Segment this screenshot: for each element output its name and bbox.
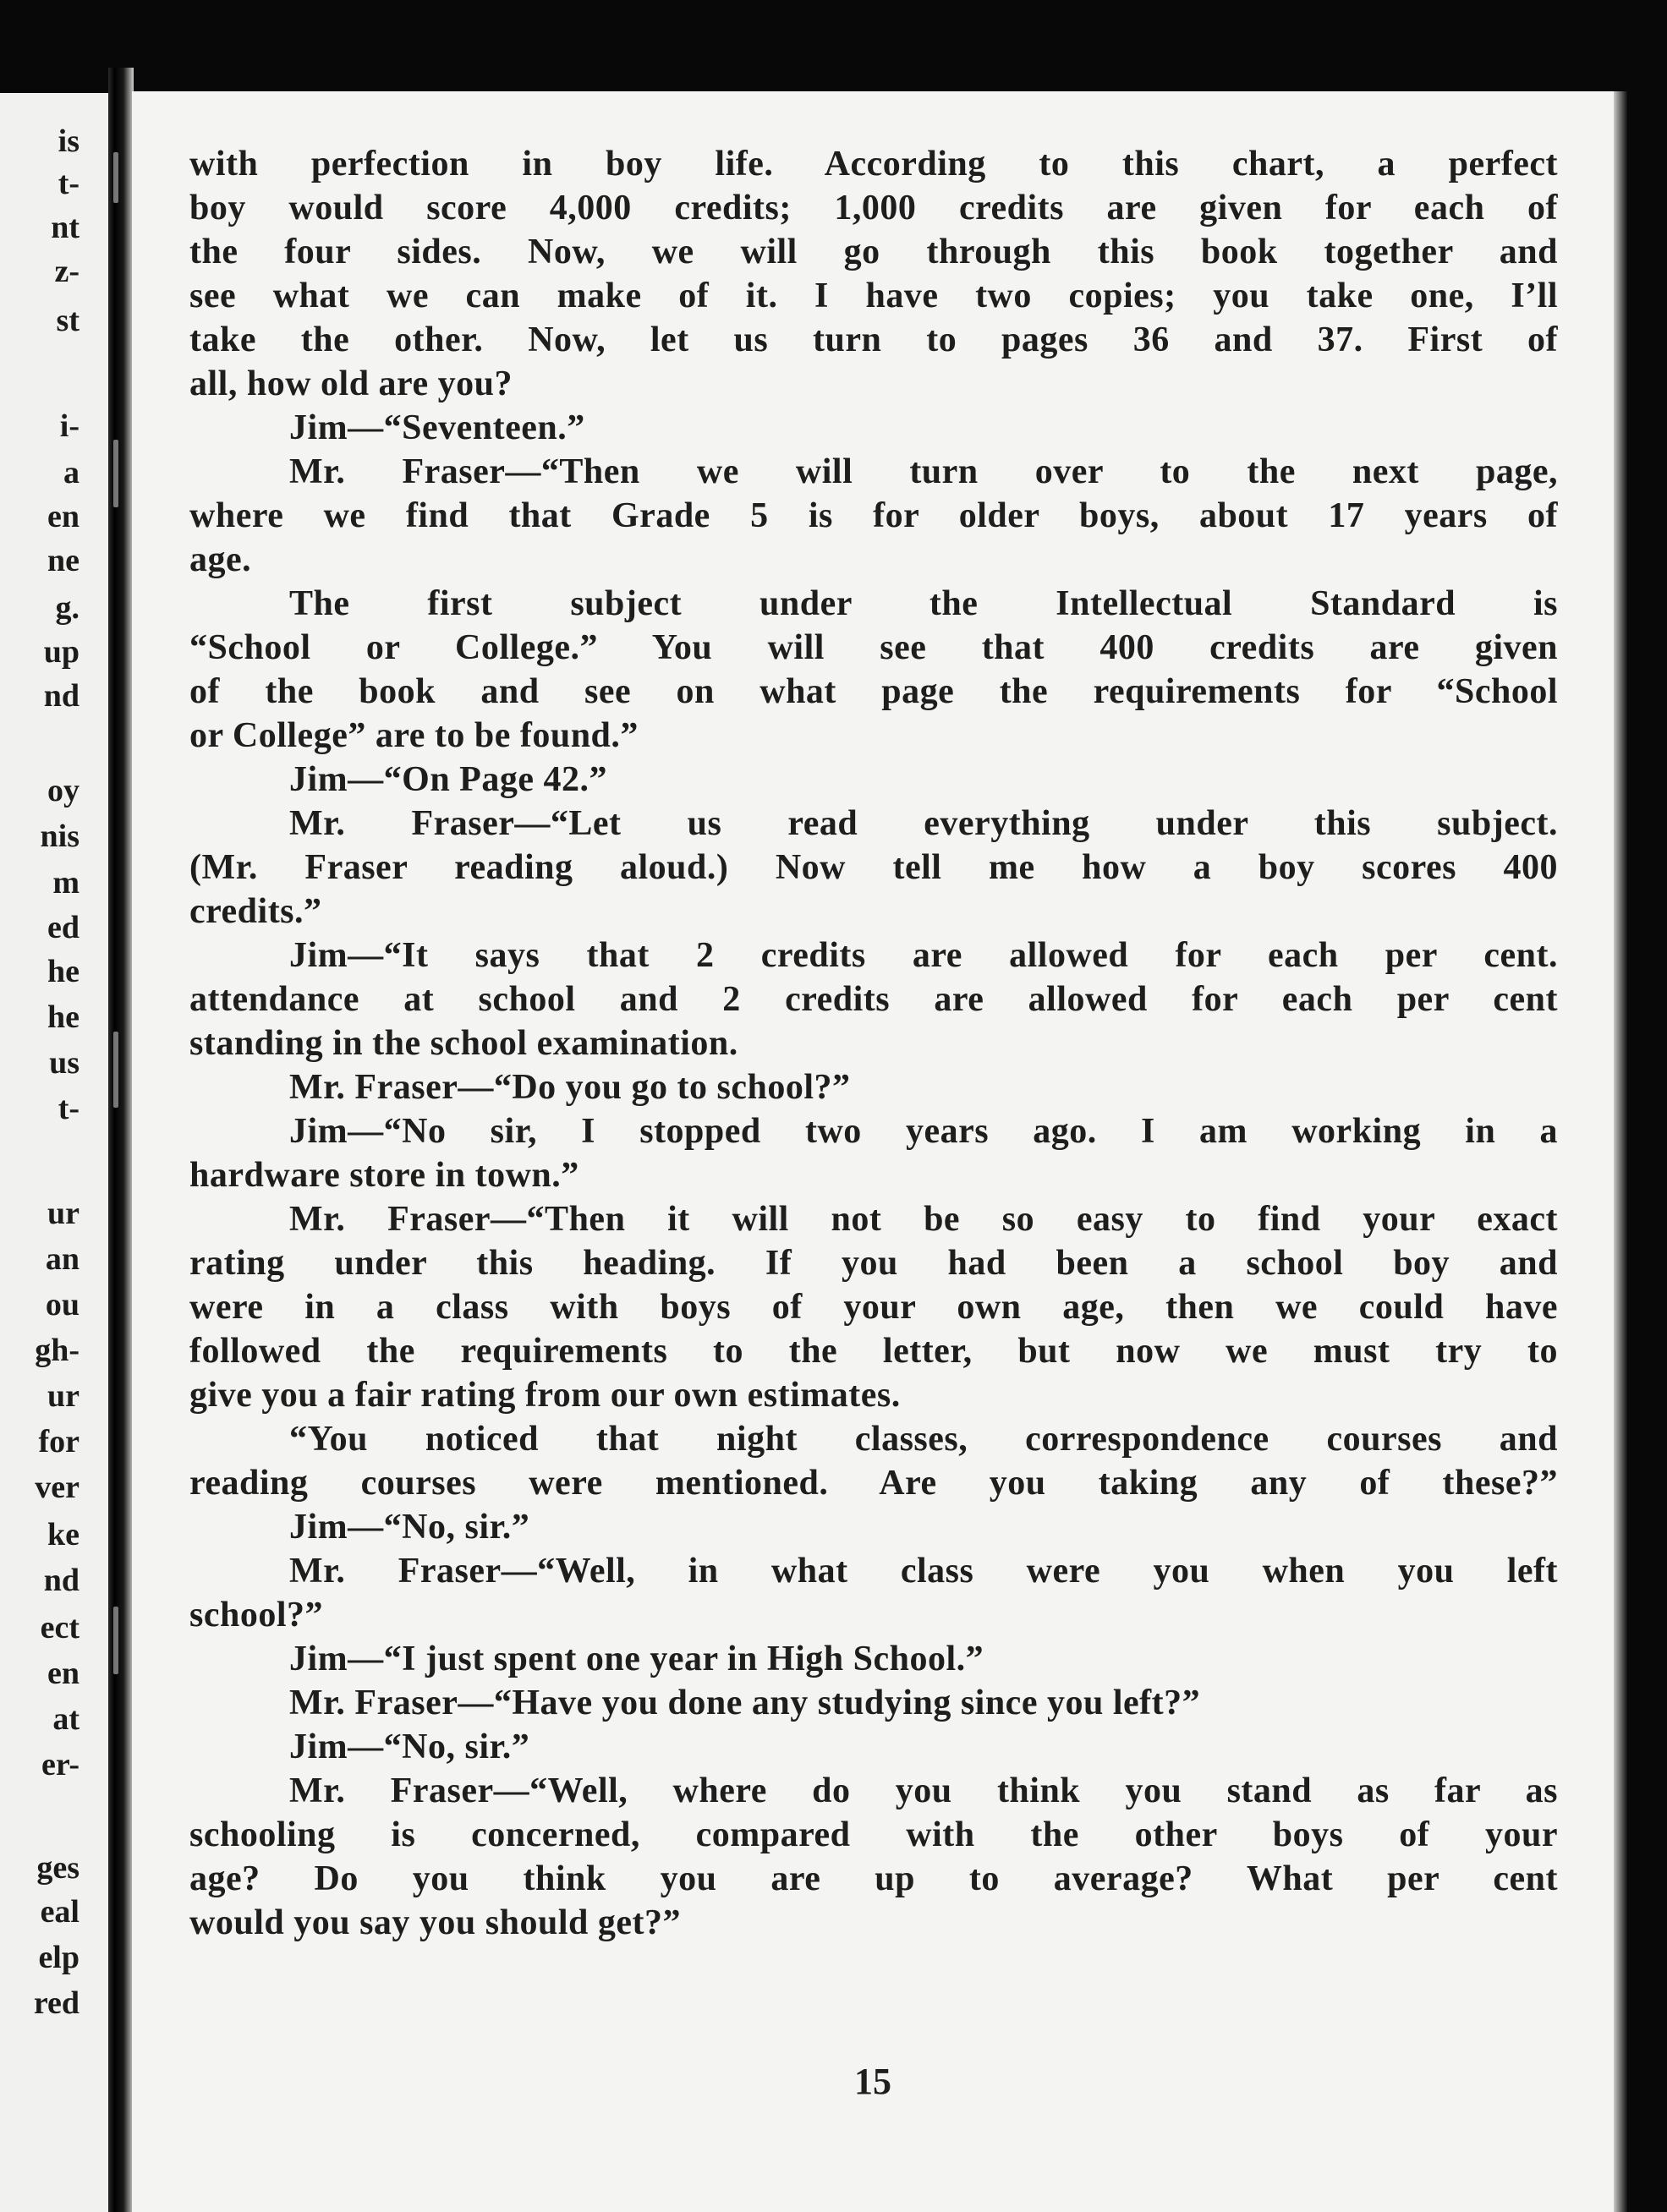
text-line: with perfection in boy life. According to this chart, a perfect xyxy=(189,145,1558,183)
binding-stitch xyxy=(113,1032,118,1108)
left-fragment: for xyxy=(38,1424,80,1459)
left-fragment: he xyxy=(47,999,80,1035)
text-line: (Mr. Fraser reading aloud.) Now tell me how a boy scores 400 xyxy=(189,848,1558,887)
left-fragment: g. xyxy=(55,590,80,626)
text-line: or College” are to be found.” xyxy=(189,716,639,755)
left-fragment: ect xyxy=(40,1610,80,1645)
left-fragment: an xyxy=(45,1241,80,1277)
text-line: Mr. Fraser—“Let us read everything under this subject. xyxy=(289,804,1558,843)
text-line: schooling is concerned, compared with the other boys of your xyxy=(189,1815,1558,1854)
text-line: Jim—“It says that 2 credits are allowed for each per cent. xyxy=(289,936,1558,975)
text-line: Mr. Fraser—“Have you done any studying since you left?” xyxy=(289,1684,1201,1722)
left-fragment: nd xyxy=(43,1563,80,1598)
text-line: Jim—“No, sir.” xyxy=(289,1727,530,1766)
left-fragment: ne xyxy=(47,543,80,578)
text-line: reading courses were mentioned. Are you taking any of these?” xyxy=(189,1464,1558,1503)
text-line: age. xyxy=(189,540,252,579)
book-binding-gutter xyxy=(108,68,134,2212)
left-fragment: oy xyxy=(47,773,80,808)
left-fragment: m xyxy=(52,865,80,901)
text-line: age? Do you think you are up to average? What per cent xyxy=(189,1859,1558,1898)
left-fragment: en xyxy=(47,1656,80,1691)
left-fragment: up xyxy=(43,634,80,670)
text-line: of the book and see on what page the requirements for “School xyxy=(189,672,1558,711)
left-fragment: eal xyxy=(40,1894,80,1930)
page-body-text xyxy=(189,142,1558,1945)
left-fragment: ur xyxy=(47,1378,80,1414)
book-page xyxy=(132,91,1614,2212)
left-fragment: t- xyxy=(58,166,80,201)
left-fragment: us xyxy=(49,1045,80,1081)
text-line: Mr. Fraser—“Then we will turn over to the next page, xyxy=(289,452,1558,491)
text-line: Mr. Fraser—“Do you go to school?” xyxy=(289,1068,851,1107)
text-line: Jim—“No, sir.” xyxy=(289,1508,530,1547)
left-fragment: z- xyxy=(54,254,80,289)
text-line: were in a class with boys of your own age, then we could have xyxy=(189,1288,1558,1327)
page-number: 15 xyxy=(854,2061,891,2102)
left-fragment: is xyxy=(58,123,80,159)
left-fragment: red xyxy=(33,1985,80,2021)
left-fragment: gh- xyxy=(35,1333,80,1368)
text-line: rating under this heading. If you had been a school boy and xyxy=(189,1244,1558,1283)
text-line: The first subject under the Intellectual Standard is xyxy=(289,584,1558,623)
binding-stitch xyxy=(113,1607,118,1674)
text-line: “School or College.” You will see that 400 credits are given xyxy=(189,628,1558,667)
binding-stitch xyxy=(113,440,118,507)
text-line: all, how old are you? xyxy=(189,364,513,403)
text-line: school?” xyxy=(189,1596,324,1634)
left-fragment: ke xyxy=(47,1517,80,1552)
text-line: credits.” xyxy=(189,892,322,931)
previous-page-sliver xyxy=(0,93,108,2212)
left-fragment: ges xyxy=(36,1850,80,1886)
text-line: give you a fair rating from our own estimates. xyxy=(189,1376,901,1415)
text-line: “You noticed that night classes, correspondence courses and xyxy=(289,1420,1558,1459)
text-line: Jim—“No sir, I stopped two years ago. I am working in a xyxy=(289,1112,1558,1151)
text-line: boy would score 4,000 credits; 1,000 credits are given for each of xyxy=(189,189,1558,227)
left-fragment: i- xyxy=(59,408,80,444)
text-line: Mr. Fraser—“Then it will not be so easy to find your exact xyxy=(289,1200,1558,1239)
text-line: attendance at school and 2 credits are allowed for each per cent xyxy=(189,980,1558,1019)
text-line: would you say you should get?” xyxy=(189,1903,681,1942)
text-line: Jim—“On Page 42.” xyxy=(289,760,607,799)
text-line: Mr. Fraser—“Well, where do you think you stand as far as xyxy=(289,1771,1558,1810)
left-fragment: nt xyxy=(51,210,80,245)
text-line: see what we can make of it. I have two copies; you take one, I’ll xyxy=(189,276,1558,315)
text-line: Jim—“Seventeen.” xyxy=(289,408,585,447)
text-line: Mr. Fraser—“Well, in what class were you when you left xyxy=(289,1552,1558,1591)
left-fragment: er- xyxy=(41,1747,80,1782)
left-fragment: ou xyxy=(45,1287,80,1322)
text-line: where we find that Grade 5 is for older boys, about 17 years of xyxy=(189,496,1558,535)
text-line: followed the requirements to the letter, but now we must try to xyxy=(189,1332,1558,1371)
left-fragment: ed xyxy=(47,910,80,945)
text-line: take the other. Now, let us turn to pages 36 and 37. First of xyxy=(189,320,1558,359)
left-fragment: he xyxy=(47,954,80,989)
left-fragment: ur xyxy=(47,1196,80,1231)
left-fragment: t- xyxy=(58,1091,80,1126)
left-fragment: en xyxy=(47,499,80,534)
page-right-edge-shadow xyxy=(1614,91,1627,2212)
text-line: the four sides. Now, we will go through this book together and xyxy=(189,233,1558,271)
text-line: Jim—“I just spent one year in High School.” xyxy=(289,1640,984,1678)
left-fragment: a xyxy=(63,455,80,490)
text-line: standing in the school examination. xyxy=(189,1024,738,1063)
left-fragment: st xyxy=(56,303,80,338)
text-line: hardware store in town.” xyxy=(189,1156,579,1195)
left-fragment: nis xyxy=(40,819,80,854)
left-fragment: ver xyxy=(35,1470,80,1505)
left-fragment: nd xyxy=(43,678,80,714)
left-fragment: at xyxy=(52,1701,80,1737)
binding-stitch xyxy=(113,152,118,203)
left-fragment: elp xyxy=(38,1940,80,1975)
